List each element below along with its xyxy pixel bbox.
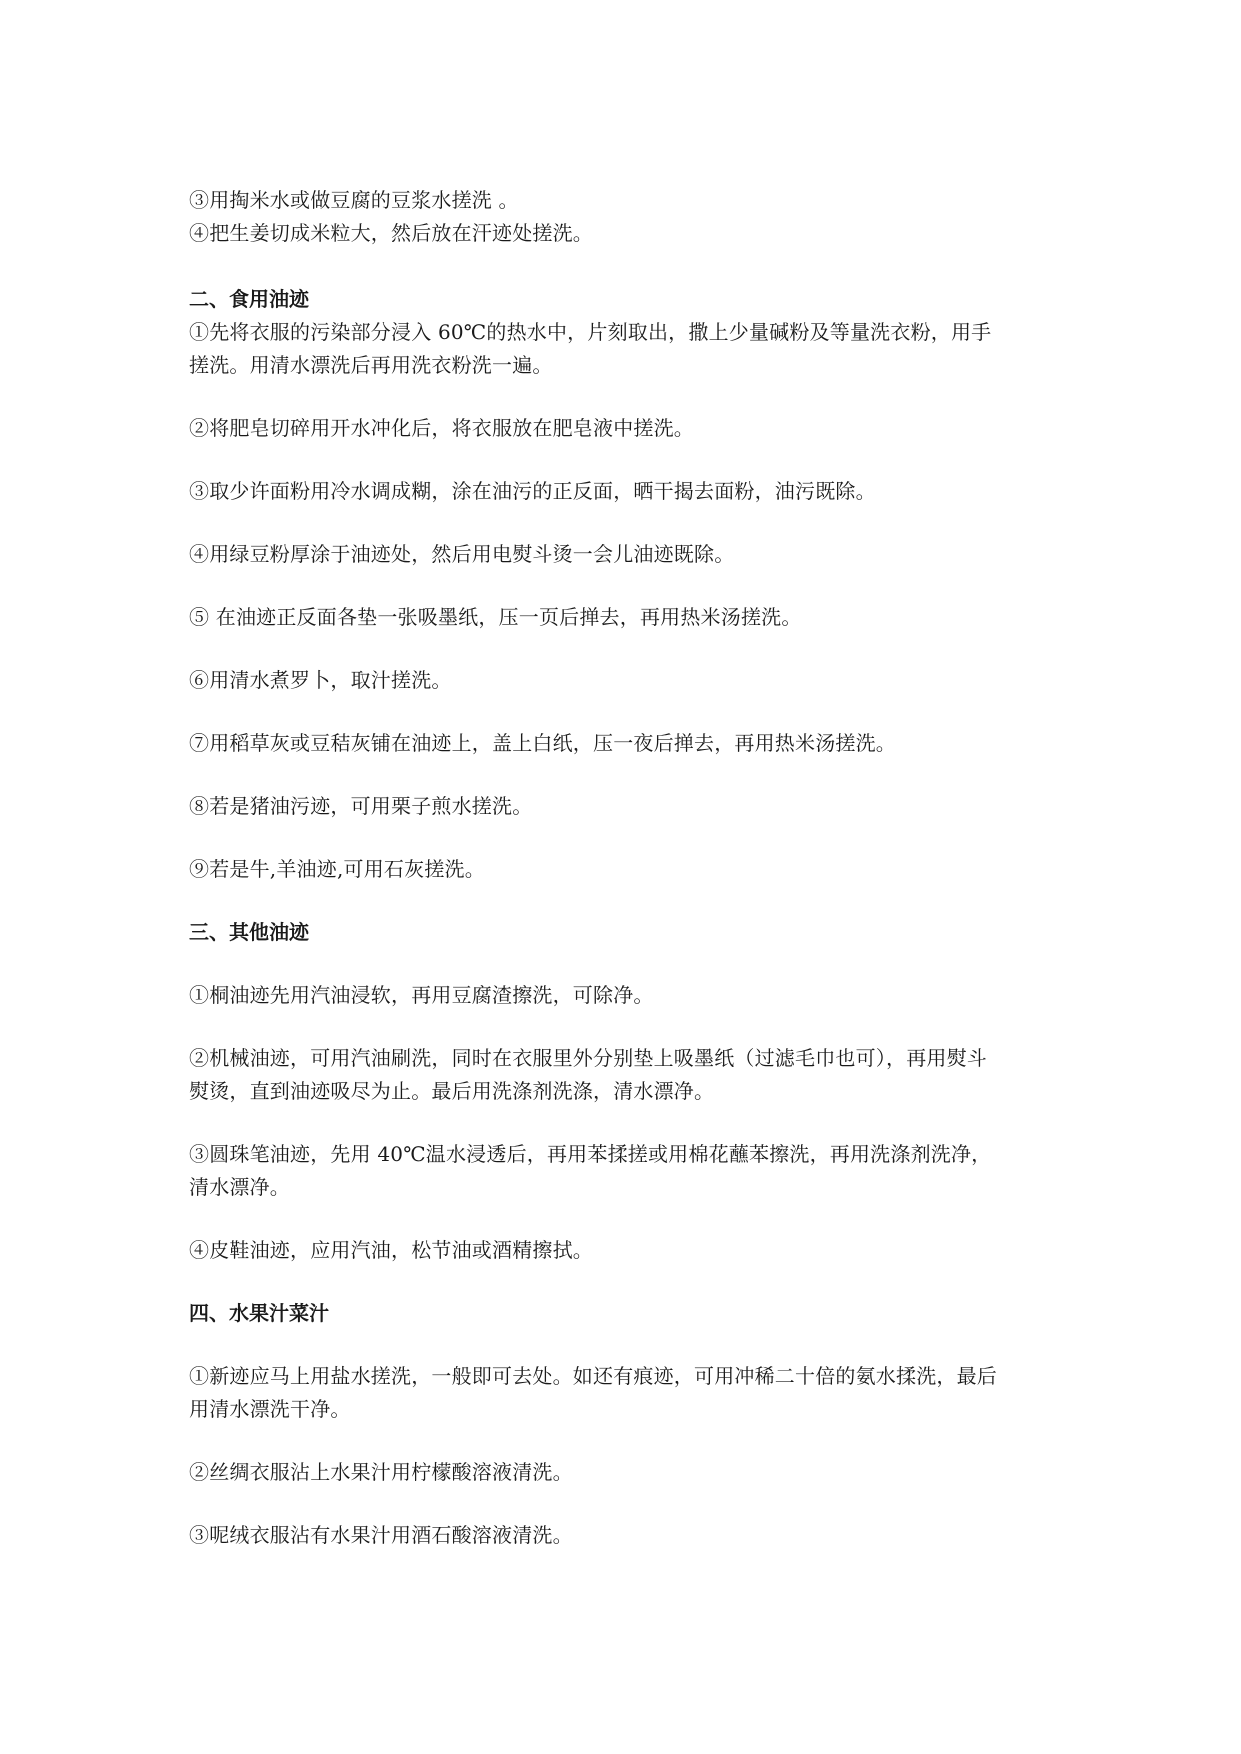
document-page [189,184,1059,1552]
edible-oil-item-7: ⑦用稻草灰或豆秸灰铺在油迹上，盖上白纸，压一夜后掸去，再用热米汤搓洗。 [189,731,896,755]
section-heading-edible-oil: 二、食用油迹 [189,287,309,311]
edible-oil-item-1-line-1: ①先将衣服的污染部分浸入 60℃的热水中，片刻取出，撒上少量碱粉及等量洗衣粉，用手 [189,320,992,344]
other-oil-item-1: ①桐油迹先用汽油浸软，再用豆腐渣擦洗，可除净。 [189,983,654,1007]
intro-item-3: ③用掏米水或做豆腐的豆浆水搓洗 。 [189,188,519,212]
edible-oil-item-3: ③取少许面粉用冷水调成糊，涂在油污的正反面，晒干揭去面粉，油污既除。 [189,479,876,503]
edible-oil-item-6: ⑥用清水煮罗卜，取汁搓洗。 [189,668,452,692]
edible-oil-item-8: ⑧若是猪油污迹，可用栗子煎水搓洗。 [189,794,533,818]
other-oil-item-2-line-1: ②机械油迹，可用汽油刷洗，同时在衣服里外分别垫上吸墨纸（过滤毛巾也可），再用熨斗 [189,1046,987,1070]
edible-oil-item-9: ⑨若是牛,羊油迹,可用石灰搓洗。 [189,857,485,881]
section-heading-other-oil: 三、其他油迹 [189,920,309,944]
fruit-juice-item-2: ②丝绸衣服沾上水果汁用柠檬酸溶液清洗。 [189,1460,573,1484]
edible-oil-item-2: ②将肥皂切碎用开水冲化后，将衣服放在肥皂液中搓洗。 [189,416,694,440]
fruit-juice-item-3: ③呢绒衣服沾有水果汁用酒石酸溶液清洗。 [189,1523,573,1547]
edible-oil-item-5: ⑤ 在油迹正反面各垫一张吸墨纸，压一页后掸去，再用热米汤搓洗。 [189,605,802,629]
fruit-juice-item-1-line-2: 用清水漂洗干净。 [189,1397,351,1421]
other-oil-item-3-line-1: ③圆珠笔油迹，先用 40℃温水浸透后，再用苯揉搓或用棉花蘸苯擦洗，再用洗涤剂洗净， [189,1142,992,1166]
other-oil-item-4: ④皮鞋油迹，应用汽油，松节油或酒精擦拭。 [189,1238,593,1262]
other-oil-item-2-line-2: 熨烫，直到油迹吸尽为止。最后用洗涤剂洗涤，清水漂净。 [189,1079,715,1103]
other-oil-item-3-line-2: 清水漂净。 [189,1175,290,1199]
section-heading-fruit-juice: 四、水果汁菜汁 [189,1301,329,1325]
edible-oil-item-4: ④用绿豆粉厚涂于油迹处，然后用电熨斗烫一会儿油迹既除。 [189,542,735,566]
fruit-juice-item-1-line-1: ①新迹应马上用盐水搓洗，一般即可去处。如还有痕迹，可用冲稀二十倍的氨水揉洗，最后 [189,1364,997,1388]
edible-oil-item-1-line-2: 搓洗。用清水漂洗后再用洗衣粉洗一遍。 [189,353,553,377]
intro-item-4: ④把生姜切成米粒大，然后放在汗迹处搓洗。 [189,221,593,245]
